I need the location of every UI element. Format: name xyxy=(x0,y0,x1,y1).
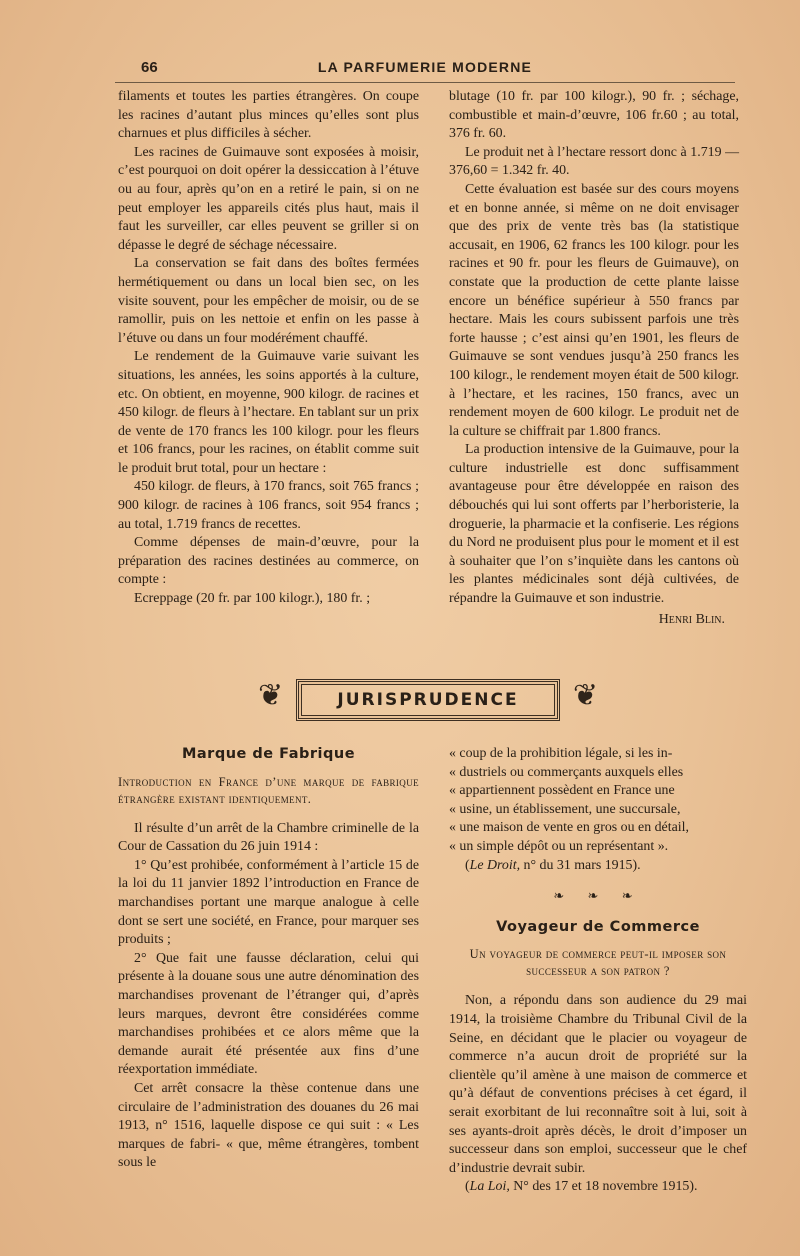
fleuron-ornament-icon: ❦ xyxy=(572,679,598,712)
citation-source: La Loi, xyxy=(469,1179,510,1195)
paragraph: blutage (10 fr. par 100 kilogr.), 90 fr. ; séchage, combustible et main-d’œuvre, 106 fr.60 ; au total, 376 fr. 60. xyxy=(449,89,739,142)
quote-line: « coup de la prohibition légale, si les in- xyxy=(449,746,673,761)
paragraph: filaments et toutes les parties étrangères. On coupe les racines d’autant plus minces qu’elles sont plus charnues et plus difficiles à sécher. xyxy=(118,89,419,142)
quote-line: « un simple dépôt ou un représentant ». xyxy=(449,838,669,854)
paragraph: Non, a répondu dans son audience du 29 mai 1914, la troisième Chambre du Tribunal Civil de la Seine, en décidant que le placier ou voyageur de commerce n’a aucun droit de propriété sur la clientèle qu’il amène à une maison de commerce et qu’à défaut de conventions précises à cet égard, il serait exorbitant de lui reconnaître soit à lui, soit à ses ayants-droit après décès, le droit d’imposer un successeur dans son emploi, successeur que le chef d’industrie devrait subir. xyxy=(449,993,747,1176)
section-subtitle: Un voyageur de commerce peut-il imposer son successeur a son patron ? xyxy=(469,947,727,979)
section-subtitle: Introduction en France d’une marque de fabrique étrangère existant identiquement. xyxy=(118,774,419,806)
citation-detail: n° du 31 mars 1915). xyxy=(520,857,641,873)
citation-detail: N° des 17 et 18 novembre 1915). xyxy=(509,1179,698,1195)
page-header xyxy=(115,56,735,83)
paragraph: La conservation se fait dans des boîtes fermées hermétiquement ou dans un local bien sec, on les visite souvent, pour les empêcher de moisir, ou de se ramollir, puis on les nettoie et enfin on les passe à l’étuve ou dans un four modérément chauffé. xyxy=(118,256,419,346)
paragraph: Les racines de Guimauve sont exposées à moisir, c’est pourquoi on doit opérer la dessiccation à l’étuve ou au four, après qu’on en a retiré le pain, si on ne peut employer les appareils cités plus haut, mais il faut les surveiller, car elles peuvent se griller si on dépasse le degré de séchage nécessaire. xyxy=(118,144,419,253)
paragraph: Cette évaluation est basée sur des cours moyens et en bonne année, si même on ne doit envisager que des prix de vente très bas (la statistique accusait, en 1906, 62 francs les 100 kilogr. pour les racines et 90 fr. pour les fleurs de Guimauve), on constate que la production de cette plante laisse encore un bénéfice supérieur à 550 francs par hectare. Mais les cours subissent parfois une très forte hausse ; c’est ainsi qu’en 1901, les fleurs de Guimauve se sont vendues jusqu’à 250 francs les 100 kilogr., le rendement moyen était de 500 kilogr. à l’hectare, et les racines, 150 francs, avec un rendement moyen de 600 kilogr. Le produit net de la culture se chiffrait par 1.800 francs. xyxy=(449,181,739,439)
column-top-right xyxy=(449,88,739,629)
citation: (Le Droit, n° du 31 mars 1915). xyxy=(465,857,641,873)
quote-line: « appartiennent possèdent en France une xyxy=(449,783,675,799)
quote-line: « une maison de vente en gros ou en détail, xyxy=(449,820,689,836)
paragraph: Cet arrêt consacre la thèse contenue dans une circulaire de l’administration des douanes du 26 mai 1913, n° 1516, laquelle dispose ce qui suit : « Les marques de fabri- « que, même étrangères, tombent sous le xyxy=(118,1080,419,1171)
paragraph: 2° Que fait une fausse déclaration, celui qui présente à la douane sous une autre dénomination des marchandises provenant de l’étranger qui, d’après leurs marques, devront être considérées comme marchandises prohibées et ce alors même que la demande aurait été présentée aux fins d’une réexportation immédiate. xyxy=(118,950,419,1078)
section-title: Voyageur de Commerce xyxy=(496,918,700,935)
author-signature: Henri Blin. xyxy=(658,611,725,627)
paragraph: Le rendement de la Guimauve varie suivant les situations, les années, les soins apportés à la culture, etc. On obtient, en moyenne, 900 kilogr. de racines et 450 kilogr. de fleurs à l’hectare. En tablant sur un prix de vente de 170 francs les 100 kilogr. pour les fleurs et 106 francs, pour les racines, on établit comme suit le produit brut total, pour un hectare : xyxy=(118,349,419,476)
section-banner xyxy=(258,675,598,725)
fleuron-ornament-icon: ❦ xyxy=(258,679,284,712)
column-bottom-right xyxy=(449,745,747,1197)
citation: (La Loi, N° des 17 et 18 novembre 1915). xyxy=(465,1179,698,1195)
quote-line: « usine, un établissement, une succursale, xyxy=(449,801,681,817)
column-top-left xyxy=(118,88,419,609)
page-number: 66 xyxy=(141,59,158,76)
column-bottom-left xyxy=(118,745,419,1173)
quote-line: « dustriels ou commerçants auxquels elles xyxy=(449,764,684,780)
section-title: Marque de Fabrique xyxy=(181,746,356,762)
paragraph: 1° Qu’est prohibée, conformément à l’article 15 de la loi du 11 janvier 1892 l’introduction en France de marchandises portant une marque analogue à celle dont se sert une société, en France, pour marquer ses produits ; xyxy=(118,857,419,948)
banner-title: JURISPRUDENCE xyxy=(337,690,519,710)
paragraph: Ecreppage (20 fr. par 100 kilogr.), 180 fr. ; xyxy=(134,591,371,607)
banner-frame xyxy=(296,679,560,721)
running-title: LA PARFUMERIE MODERNE xyxy=(317,59,533,75)
paragraph: Comme dépenses de main-d’œuvre, pour la préparation des racines destinées au commerce, on compte : xyxy=(118,535,419,588)
paragraph: 450 kilogr. de fleurs, à 170 francs, soit 765 francs ; 900 kilogr. de racines à 106 francs, soit 954 francs ; au total, 1.719 francs de recettes. xyxy=(118,479,419,532)
paragraph: Il résulte d’un arrêt de la Chambre criminelle de la Cour de Cassation du 26 juin 1914 : xyxy=(118,820,419,855)
paragraph: Le produit net à l’hectare ressort donc à 1.719 — 376,60 = 1.342 fr. 40. xyxy=(449,144,739,179)
citation-source: Le Droit, xyxy=(469,857,521,873)
separator-ornament: ❧ ❧ ❧ xyxy=(553,888,643,904)
paragraph: La production intensive de la Guimauve, pour la culture industrielle est donc suffisamment avantageuse pour être développée en raison des débouchés qui lui sont offerts par l’herboristerie, la droguerie, la pharmacie et la confiserie. Les régions du Nord ne produisent plus pour le moment et il est à souhaiter que l’on s’inquiète dans les cantons où les plantes médicinales sont déjà cultivées, de répandre la Guimauve et son industrie. xyxy=(449,442,739,607)
